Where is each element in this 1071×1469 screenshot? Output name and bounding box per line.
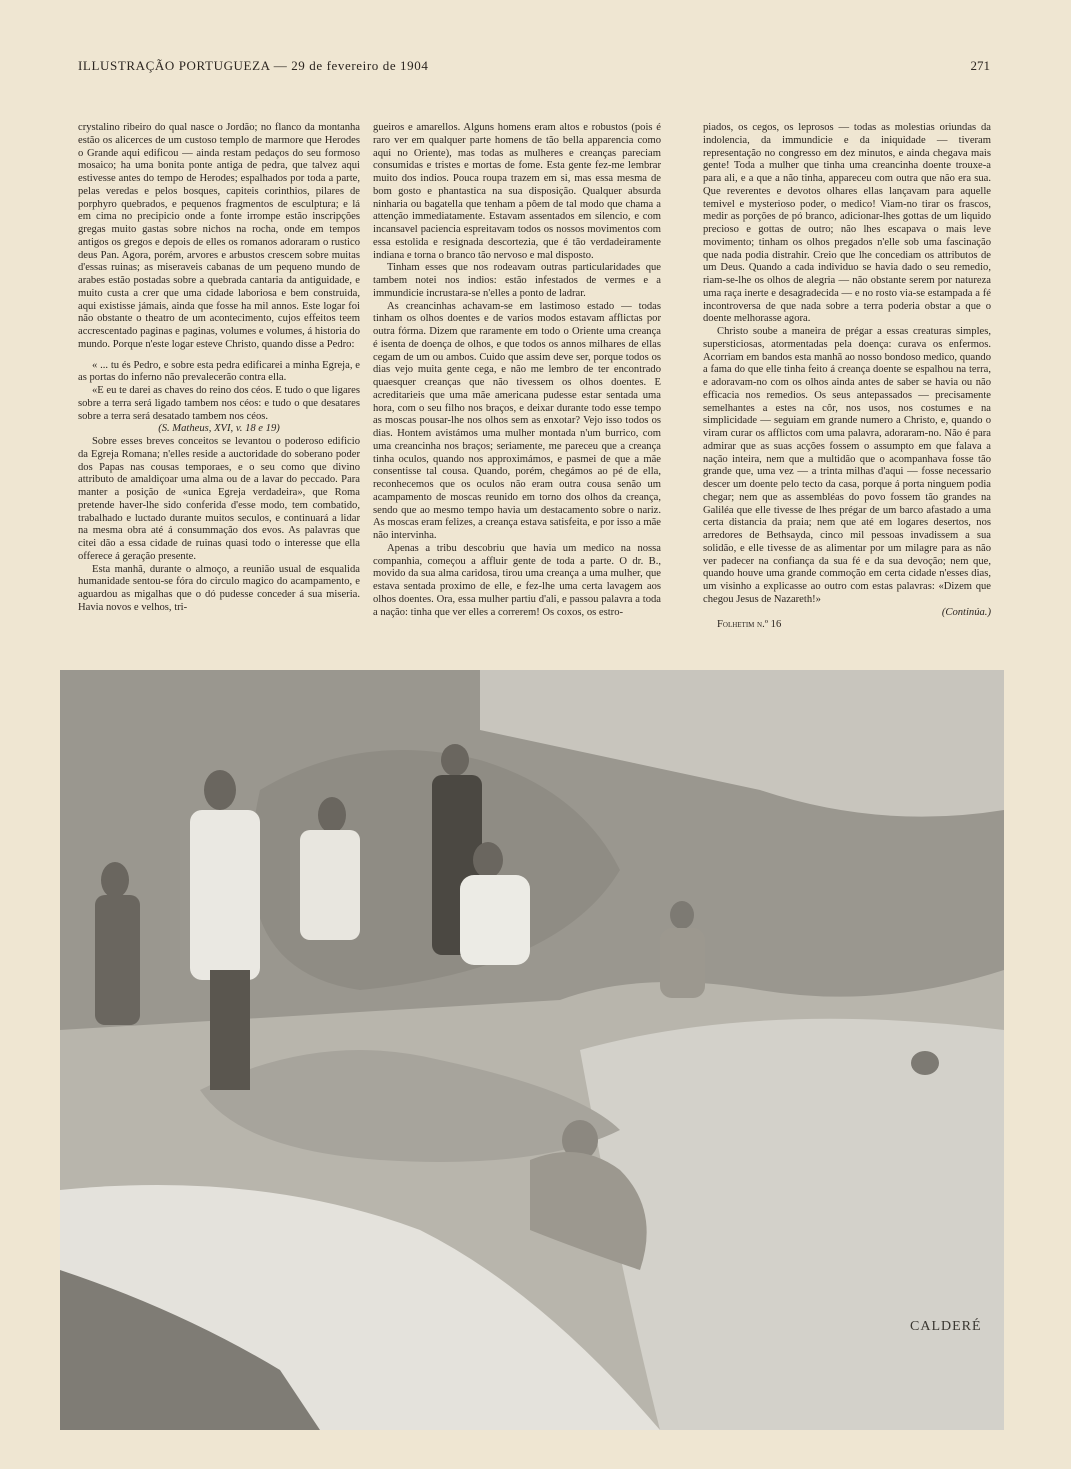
quote-paragraph: «E eu te darei as chaves do reino dos céos. E tudo o que ligares sobre a terra será ligado tambem nos céos: e tudo o que desatares sobre a terra será desatado tambem nos céos. xyxy=(78,385,360,422)
quote-paragraph: « ... tu és Pedro, e sobre esta pedra edificarei a minha Egreja, e as portas do inferno não prevalecerão contra ella. xyxy=(78,359,360,384)
paragraph: crystalino ribeiro do qual nasce o Jordão; no flanco da montanha estão os alicerces de um custoso templo de marmore que Herodes o Grande aqui edificou — ainda restam pedaços do seu formoso mosaico; ha uma bonita ponte antiga de pedra, que talvez aqui estivesse antes do tempo de Herodes; espalhados por toda a parte, pelas veredas e pelos bosques, capiteis corinthios, pilares de porphyro quebrados, e pequenos fragmentos de esculptura; e lá em cima no precipicio onde a fonte irrompe estão inscripções gregas muito gastas sobre nichos na rocha, onde em tempos antigos os gregos e depois de elles os romanos adoraram o rustico deus Pan. Agora, porém, arvores e arbustos crescem sobre muitas d'essas ruinas; as miseraveis cabanas de um pequeno mundo de arabes estão postadas sobre a quebrada cantaria da antiguidade, e muito custa a crer que uma cidade laboriosa e bem construida, aqui existisse jámais, ainda que fosse ha mil annos. Este logar foi não obstante o theatro de um acontecimento, cujos effeitos teem accrescentado paginas e paginas, volumes e volumes, á historia do mundo. Porque n'este logar esteve Christo, quando disse a Pedro: xyxy=(78,122,360,350)
continua-note: (Continúa.) xyxy=(941,606,991,618)
citation: (S. Matheus, XVI, v. 18 e 19) xyxy=(158,423,280,435)
illustration-bathers xyxy=(60,670,1004,1430)
page-header xyxy=(78,58,990,80)
artist-signature: CALDERÉ xyxy=(910,1319,982,1334)
text-column-1 xyxy=(78,122,360,615)
page-number: 271 xyxy=(970,58,990,73)
illustration-drawing xyxy=(60,670,1004,1430)
paragraph: Sobre esses breves conceitos se levantou o poderoso edificio da Egreja Romana; n'elles reside a auctoridade do soberano poder dos Papas nas cousas temporaes, e o seu como que divino attributo de amaldiçoar uma alma ou de a lavar do peccado. Para manter a posição de «unica Egreja verdadeira», que Roma pretende haver-lhe sido conferida d'esse modo, tem combatido, trabalhado e luctado durante muitos seculos, e continuará a lidar na mesma obra até á consummação dos evos. As palavras que citei dão a essa cidade de ruinas quasi todo o interesse que ella offerece á geração presente. xyxy=(78,436,360,562)
text-column-3 xyxy=(703,122,991,632)
publication-title: ILLUSTRAÇÃO PORTUGUEZA — 29 de fevereiro de 1904 xyxy=(78,58,429,73)
text-column-2 xyxy=(373,122,661,619)
paragraph: Christo soube a maneira de prégar a essas creaturas simples, supersticiosas, atormentadas pela doença: curava os enfermos. Acorriam em bandos esta manhã ao nosso bondoso medico, quando a fama do que elle tinha feito á creança doente se espalhou na terra, e adoravam-no com os olhos ainda antes de saber se havia ou não efficacia nos remedios. Os seus antepassados — precisamente semelhantes a estes na côr, nos usos, nos costumes e na simplicidade — seguiam em grande numero a Christo, e, quando o viram curar os afflictos com uma palavra, adoraram-no. Não é para admirar que as suas acções fossem o assumpto em que falava a nação inteira, nem que a multidão que o acompanhava fosse tão grande que, uma vez — a trinta milhas d'aqui — fosse necessario descer um doente pelo tecto da casa, porque á porta ninguem podia chegar; nem que as assembléas do povo fossem tão grandes na Galiléa que elle tivesse de lhes prégar de um barco afastado a uma certa distancia da praia; nem que até em logares desertos, nos arredores de Bethsayda, cinco mil pessoas invadissem a sua solidão, e elle tivesse de as alimentar por um milagre para as não ver padecer na confiança da sua fé e da sua devoção; nem que, quando houve uma grande commoção em certa cidade n'esses dias, um visinho a explicasse ao outro com estas palavras: «Dizem que chegou Jesus de Nazareth!» xyxy=(703,326,991,605)
paragraph: piados, os cegos, os leprosos — todas as molestias oriundas da indolencia, da immundicie e da iniquidade — tiveram representação no congresso em dez minutos, e ainda chegava mais gente! Toda a mulher que tinha uma creancinha doente trouxe-a para ali, e a que a não tinha, appareceu com outra que não era sua. Que reverentes e devotos olhares ellas lançavam para aquelle temivel e mysterioso poder, o medico! Viam-no tirar os frascos, medir as porções de pó branco, adicionar-lhes gottas de um liquido precioso e gottas de outro; não lhes escapava o mais leve movimento; tinham os olhos pregados n'elle sob uma fascinação que nada podia distrahir. Creio que lhe concediam os attributos de um Deus. Quando a cada individuo se havia dado o seu remedio, riam-se-lhe os olhos de alegria — não obstante serem por natureza uma raça inerte e desagradecida — e no rosto via-se estampada a fé incontroversa de que nada sobre a terra poderia obstar a que o doente melhorasse agora. xyxy=(703,122,991,325)
paragraph: gueiros e amarellos. Alguns homens eram altos e robustos (pois é raro ver em qualquer parte homens de tão bella apparencia como aqui no Oriente), mas todas as mulheres e creanças pareciam consumidas e tristes e mortas de fome. Esta gente fez-me lembrar muito dos indios. Pouca roupa trazem em si, mas essa mesma de bom gosto e phantastica na sua disposição. Qualquer absurda ninharia ou bagatella que tenham a pôem de tal modo que chama a attenção immediatamente. Estavam assentados em silencio, e com incansavel paciencia espreitavam todos os nossos movimentos com essa estolida e resignada descortezia, que é tão verdadeiramente indiana e torna o branco tão nervoso e mal disposto. xyxy=(373,122,661,261)
paragraph: Tinham esses que nos rodeavam outras particularidades que tambem notei nos indios: estão infestados de vermes e a immundicie incrustara-se n'elles a ponto de ladrar. xyxy=(373,262,661,299)
paragraph: As creancinhas achavam-se em lastimoso estado — todas tinham os olhos doentes e de varios modos estavam afflictas por outra fórma. Dizem que raramente em todo o Oriente uma creança é isenta de doença de olhos, e que todos os annos milhares de ellas cegam de um ou ambos. Cuido que assim deve ser, porque todos os dias vejo muita gente cega, e não me lembro de ter encontrado quaesquer creanças que não tivessem os olhos doentes. E acreditarieis que uma mãe americana pudesse estar sentada uma hora, com o seu filho nos braços, e deixar durante todo esse tempo as moscas pousar-lhe nos olhos sem as enxotar? Vejo isso todos os dias. Hontem avistámos uma mulher montada n'um burrico, com uma creancinha nos braços; seriamente, me pareceu que a creança tinha oculos, quando nos approximámos, e pasmei de que a mãe consentisse tal cousa. Quando, porém, chegámos ao pé de ella, reconhecemos que os oculos não eram outra cousa senão um acampamento de moscas reunido em torno dos olhos da creança, sendo que ao mesmo tempo havia um destacamento sobre o nariz. As moscas eram felizes, a creança estava satisfeita, e por isso a mãe não intervinha. xyxy=(373,300,661,541)
paragraph: Esta manhã, durante o almoço, a reunião usual de esqualida humanidade sentou-se fóra do circulo magico do acampamento, e aguardou as migalhas que o dó pudesse conceder á sua miseria. Havia novos e velhos, tri- xyxy=(78,563,360,613)
paragraph: Apenas a tribu descobriu que havia um medico na nossa companhia, começou a affluir gente de toda a parte. O dr. B., movido da sua alma caridosa, tirou uma creança a uma mulher, que estava sentada proximo de elle, e fez-lhe uma certa lavagem aos olhos doentes. Ora, essa mulher partiu d'ali, e passou palavra a toda a nação: tinha que ver elles a correrem! Os coxos, os estro- xyxy=(373,542,661,618)
folhetim-label: Folhetim n.º 16 xyxy=(717,619,782,631)
